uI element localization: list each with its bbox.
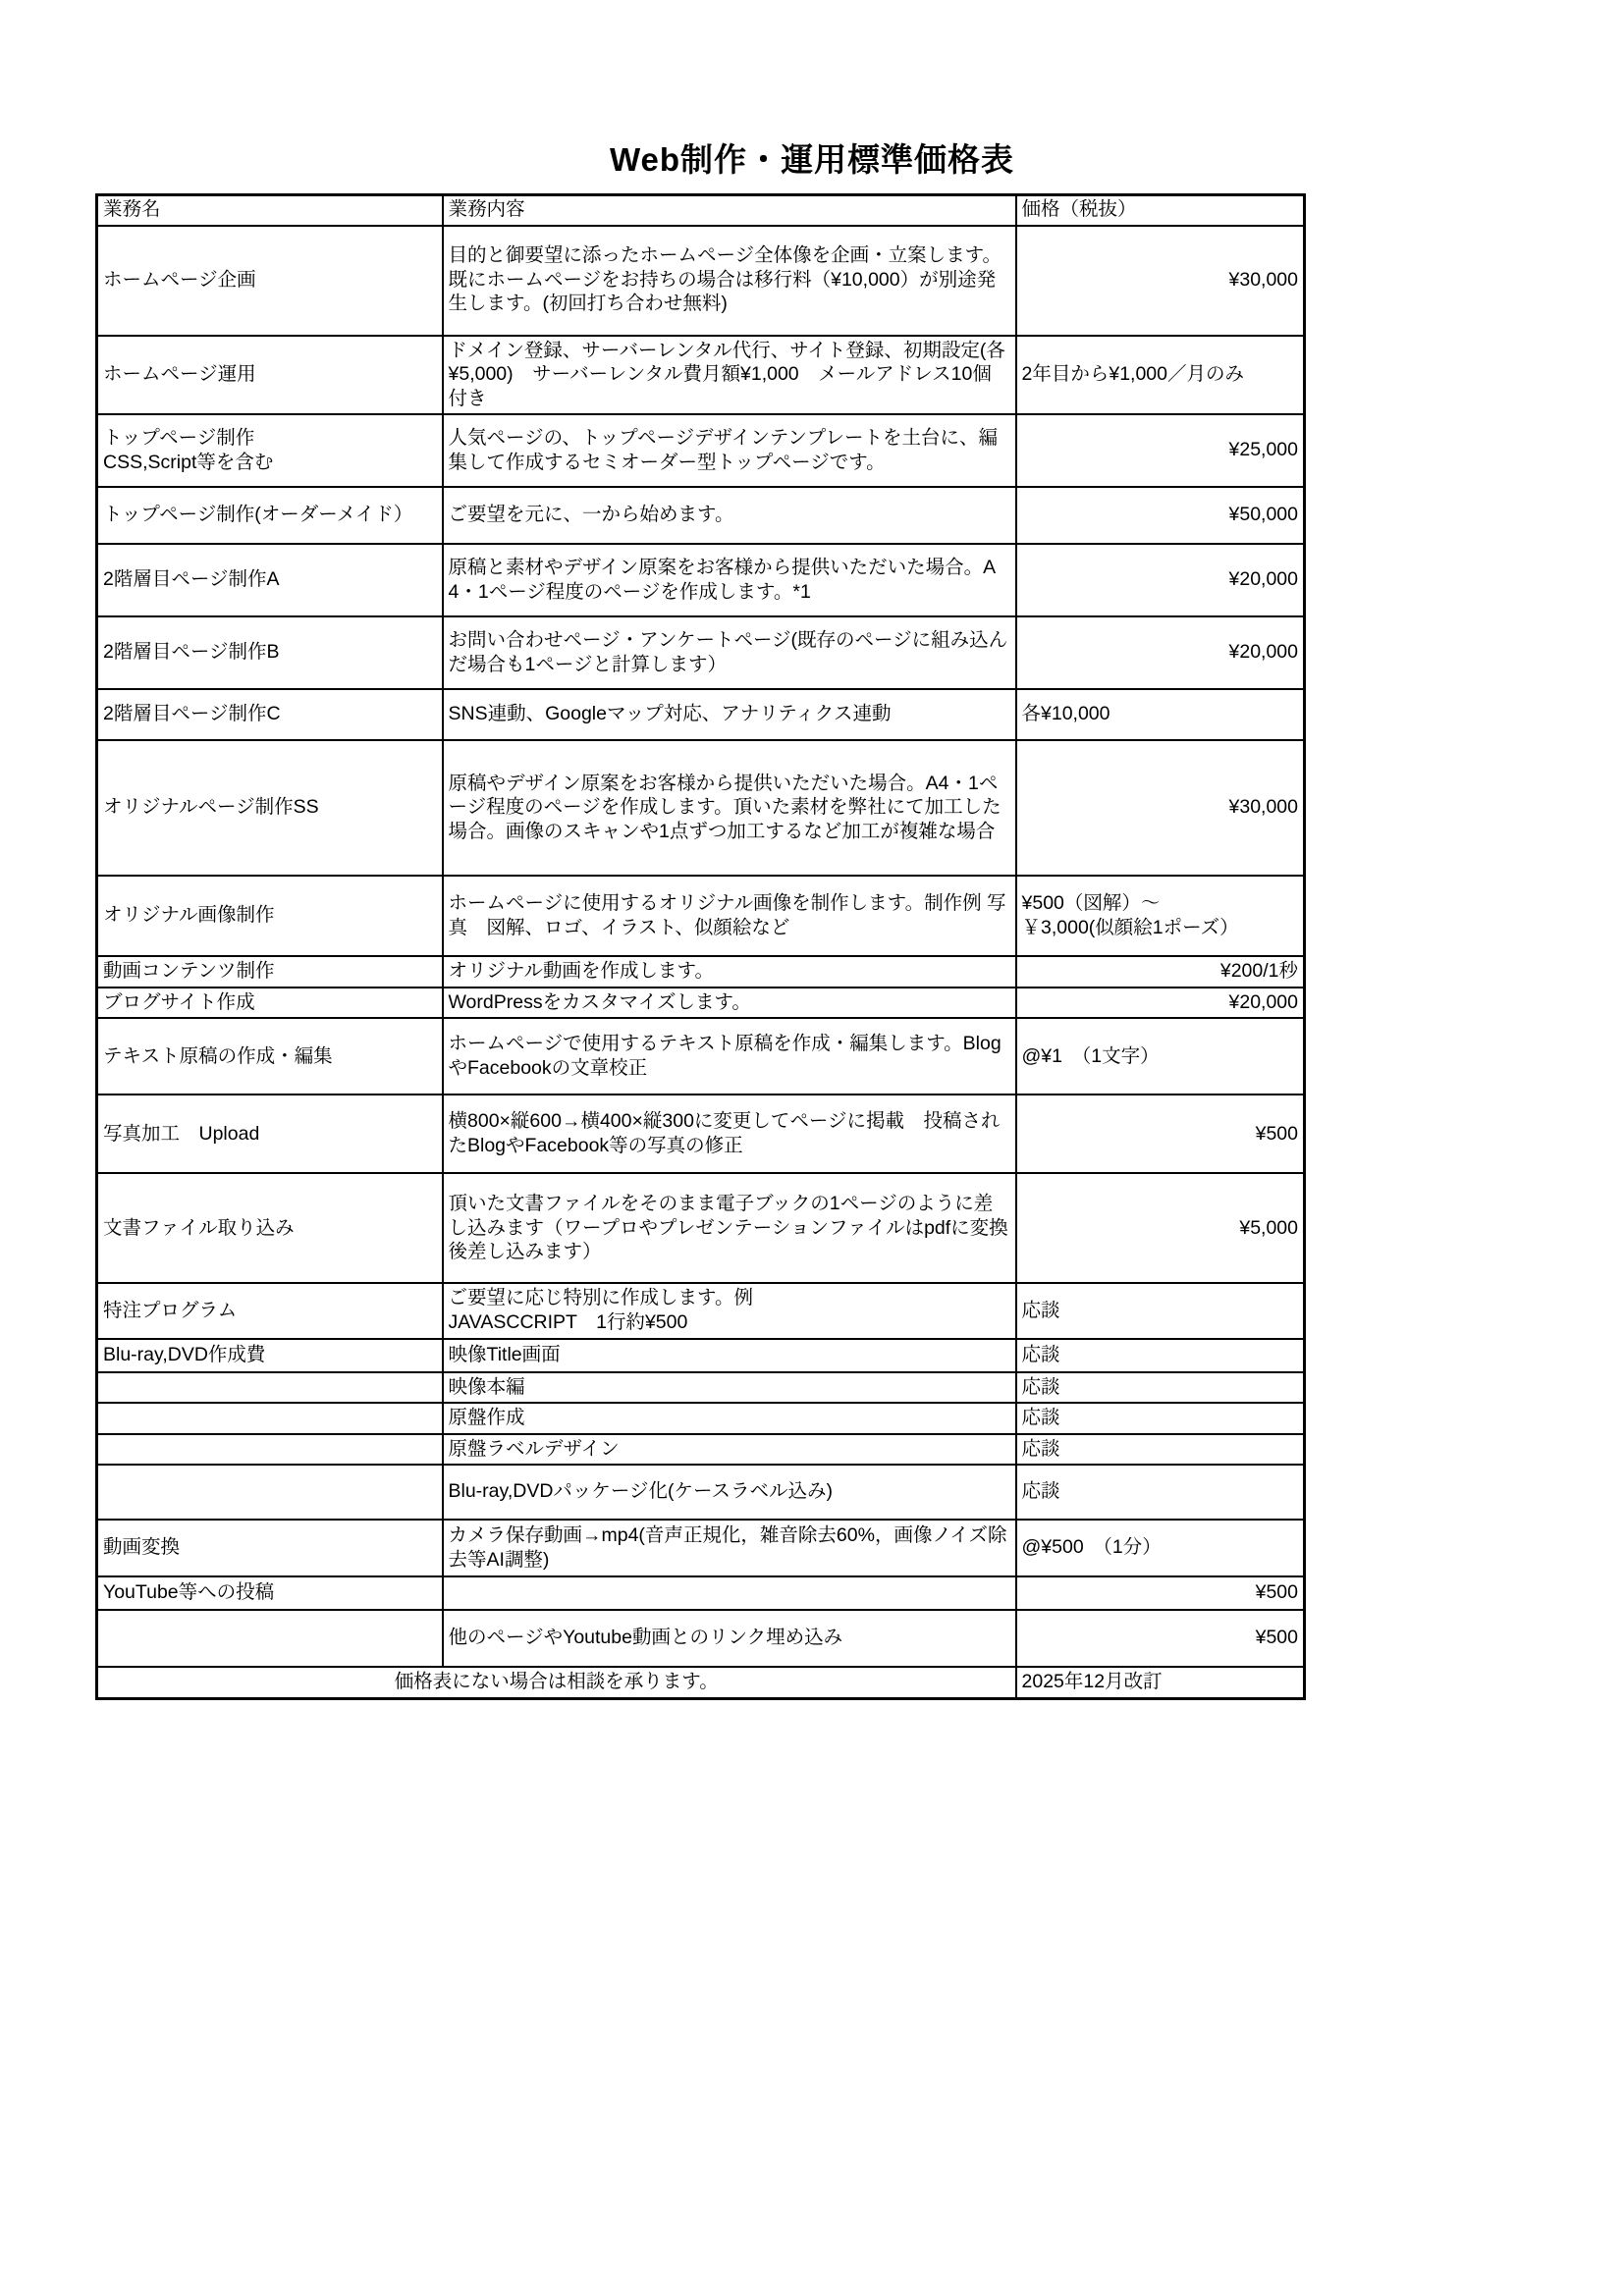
- cell-service-name: [97, 1610, 443, 1667]
- cell-service-name: 動画コンテンツ制作: [97, 956, 443, 988]
- cell-service-name: Blu-ray,DVD作成費: [97, 1339, 443, 1372]
- table-row: [97, 1610, 1305, 1667]
- cell-service-description: 横800×縦600→横400×縦300に変更してページに掲載 投稿されたBlogやFacebook等の写真の修正: [443, 1095, 1016, 1173]
- table-row: [97, 1403, 1305, 1434]
- table-row: [97, 1520, 1305, 1576]
- price-table-container: [95, 193, 1303, 1700]
- table-row: [97, 1339, 1305, 1372]
- cell-service-price: 応談: [1016, 1283, 1305, 1338]
- cell-service-price: ¥20,000: [1016, 616, 1305, 689]
- cell-service-price: 各¥10,000: [1016, 689, 1305, 740]
- table-row: [97, 544, 1305, 616]
- table-row: [97, 1283, 1305, 1338]
- cell-service-price: 応談: [1016, 1403, 1305, 1434]
- cell-service-price: ¥500（図解）～ ￥3,000(似顔絵1ポーズ）: [1016, 876, 1305, 956]
- cell-service-description: 原稿と素材やデザイン原案をお客様から提供いただいた場合。A4・1ページ程度のページを作成します。*1: [443, 544, 1016, 616]
- cell-service-name: 2階層目ページ制作C: [97, 689, 443, 740]
- table-row: [97, 1095, 1305, 1173]
- table-row: [97, 1372, 1305, 1404]
- cell-service-name: ホームページ運用: [97, 336, 443, 415]
- cell-service-description: ホームページで使用するテキスト原稿を作成・編集します。BlogやFacebookの文章校正: [443, 1018, 1016, 1095]
- cell-service-name: [97, 1465, 443, 1520]
- page-title: Web制作・運用標準価格表: [609, 141, 1015, 178]
- cell-service-name: ブログサイト作成: [97, 988, 443, 1019]
- table-row: [97, 988, 1305, 1019]
- cell-service-price: 応談: [1016, 1372, 1305, 1404]
- cell-service-description: 映像本編: [443, 1372, 1016, 1404]
- cell-service-description: 頂いた文書ファイルをそのまま電子ブックの1ページのように差し込みます（ワープロやプレゼンテーションファイルはpdfに変換後差し込みます）: [443, 1173, 1016, 1283]
- column-header-name: 業務名: [97, 195, 443, 226]
- cell-service-name: 特注プログラム: [97, 1283, 443, 1338]
- cell-service-description: [443, 1576, 1016, 1610]
- table-row: [97, 740, 1305, 876]
- cell-service-price: 応談: [1016, 1465, 1305, 1520]
- cell-service-description: カメラ保存動画→mp4(音声正規化，雑音除去60%，画像ノイズ除去等AI調整): [443, 1520, 1016, 1576]
- cell-service-description: 他のページやYoutube動画とのリンク埋め込み: [443, 1610, 1016, 1667]
- cell-service-name: トップページ制作 CSS,Script等を含む: [97, 414, 443, 487]
- cell-service-description: お問い合わせページ・アンケートページ(既存のページに組み込んだ場合も1ページと計算します）: [443, 616, 1016, 689]
- column-header-description: 業務内容: [443, 195, 1016, 226]
- table-row: [97, 1434, 1305, 1466]
- cell-service-price: ¥500: [1016, 1095, 1305, 1173]
- table-footer: [97, 1667, 1305, 1698]
- cell-service-name: YouTube等への投稿: [97, 1576, 443, 1610]
- cell-service-name: [97, 1372, 443, 1404]
- cell-service-price: 応談: [1016, 1434, 1305, 1466]
- cell-service-name: トップページ制作(オーダーメイド）: [97, 487, 443, 544]
- table-header-row: [97, 195, 1305, 226]
- table-row: [97, 336, 1305, 415]
- cell-service-price: ¥500: [1016, 1610, 1305, 1667]
- cell-service-description: ご要望に応じ特別に作成します。例 JAVASCCRIPT 1行約¥500: [443, 1283, 1016, 1338]
- cell-service-price: @¥500 （1分）: [1016, 1520, 1305, 1576]
- table-row: [97, 1018, 1305, 1095]
- cell-service-price: 応談: [1016, 1339, 1305, 1372]
- cell-service-description: ドメイン登録、サーバーレンタル代行、サイト登録、初期設定(各¥5,000) サーバーレンタル費月額¥1,000 メールアドレス10個付き: [443, 336, 1016, 415]
- cell-service-price: ¥30,000: [1016, 740, 1305, 876]
- footer-note: 価格表にない場合は相談を承ります。: [97, 1667, 1016, 1698]
- footer-revision-date: 2025年12月改訂: [1016, 1667, 1305, 1698]
- cell-service-price: ¥5,000: [1016, 1173, 1305, 1283]
- cell-service-name: オリジナル画像制作: [97, 876, 443, 956]
- cell-service-description: ご要望を元に、一から始めます。: [443, 487, 1016, 544]
- table-row: [97, 689, 1305, 740]
- cell-service-name: ホームページ企画: [97, 226, 443, 336]
- cell-service-description: ホームページに使用するオリジナル画像を制作します。制作例 写真 図解、ロゴ、イラスト、似顔絵など: [443, 876, 1016, 956]
- cell-service-description: WordPressをカスタマイズします。: [443, 988, 1016, 1019]
- cell-service-name: オリジナルページ制作SS: [97, 740, 443, 876]
- cell-service-description: 原盤作成: [443, 1403, 1016, 1434]
- cell-service-description: 人気ページの、トップページデザインテンプレートを土台に、編集して作成するセミオーダー型トップページです。: [443, 414, 1016, 487]
- cell-service-price: ¥200/1秒: [1016, 956, 1305, 988]
- table-row: [97, 616, 1305, 689]
- cell-service-description: SNS連動、Googleマップ対応、アナリティクス連動: [443, 689, 1016, 740]
- table-row: [97, 226, 1305, 336]
- table-row: [97, 1576, 1305, 1610]
- cell-service-name: 動画変換: [97, 1520, 443, 1576]
- cell-service-description: Blu-ray,DVDパッケージ化(ケースラベル込み): [443, 1465, 1016, 1520]
- cell-service-price: ¥500: [1016, 1576, 1305, 1610]
- cell-service-price: ¥25,000: [1016, 414, 1305, 487]
- table-body: [97, 226, 1305, 1668]
- price-table: [95, 193, 1306, 1700]
- cell-service-name: 2階層目ページ制作B: [97, 616, 443, 689]
- cell-service-name: [97, 1434, 443, 1466]
- table-header: [97, 195, 1305, 226]
- cell-service-price: ¥50,000: [1016, 487, 1305, 544]
- footer-row: [97, 1667, 1305, 1698]
- cell-service-price: ¥30,000: [1016, 226, 1305, 336]
- cell-service-price: 2年目から¥1,000／月のみ: [1016, 336, 1305, 415]
- cell-service-name: 2階層目ページ制作A: [97, 544, 443, 616]
- cell-service-name: 写真加工 Upload: [97, 1095, 443, 1173]
- column-header-price: 価格（税抜）: [1016, 195, 1305, 226]
- cell-service-description: オリジナル動画を作成します。: [443, 956, 1016, 988]
- cell-service-name: [97, 1403, 443, 1434]
- cell-service-description: 映像Title画面: [443, 1339, 1016, 1372]
- table-row: [97, 414, 1305, 487]
- cell-service-price: @¥1 （1文字）: [1016, 1018, 1305, 1095]
- table-row: [97, 487, 1305, 544]
- cell-service-price: ¥20,000: [1016, 544, 1305, 616]
- cell-service-name: 文書ファイル取り込み: [97, 1173, 443, 1283]
- cell-service-price: ¥20,000: [1016, 988, 1305, 1019]
- table-row: [97, 1465, 1305, 1520]
- cell-service-name: テキスト原稿の作成・編集: [97, 1018, 443, 1095]
- cell-service-description: 原盤ラベルデザイン: [443, 1434, 1016, 1466]
- table-row: [97, 956, 1305, 988]
- table-row: [97, 876, 1305, 956]
- cell-service-description: 原稿やデザイン原案をお客様から提供いただいた場合。A4・1ページ程度のページを作成します。頂いた素材を弊社にて加工した場合。画像のスキャンや1点ずつ加工するなど加工が複雑な場合: [443, 740, 1016, 876]
- table-row: [97, 1173, 1305, 1283]
- cell-service-description: 目的と御要望に添ったホームページ全体像を企画・立案します。既にホームページをお持ちの場合は移行料（¥10,000）が別途発生します。(初回打ち合わせ無料): [443, 226, 1016, 336]
